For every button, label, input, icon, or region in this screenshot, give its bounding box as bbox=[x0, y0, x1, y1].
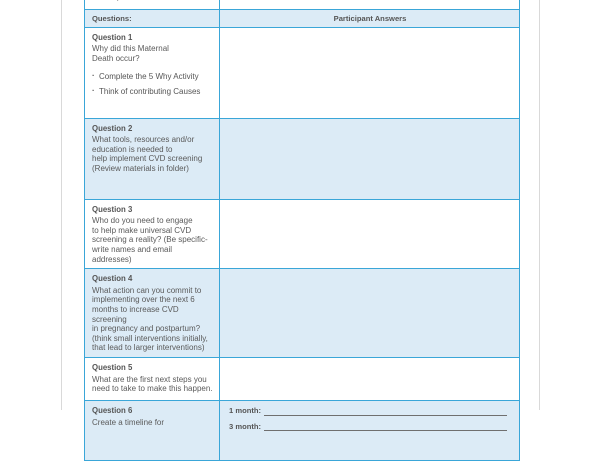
questions-header-cell bbox=[85, 10, 220, 28]
answer-cell-3[interactable] bbox=[220, 199, 520, 269]
participant-email-row bbox=[85, 0, 520, 10]
question-title: Question 5 bbox=[92, 363, 213, 373]
question-row-5 bbox=[85, 357, 520, 400]
question-text: Who do you need to engage to help make universal CVD screening a reality? (Be specific- write names and email addresses) bbox=[92, 216, 213, 264]
question-cell bbox=[85, 269, 220, 358]
answer-cell-4[interactable] bbox=[220, 269, 520, 358]
bullet-item: · Think of contributing Causes bbox=[92, 87, 213, 97]
question-title: Question 1 bbox=[92, 33, 213, 43]
question-title: Question 3 bbox=[92, 205, 213, 215]
timeline-1-month[interactable] bbox=[229, 406, 507, 416]
timeline-label: 3 month: bbox=[229, 422, 261, 432]
answer-cell-1[interactable] bbox=[220, 27, 520, 118]
question-text: What are the first next steps you need to take to make this happen. bbox=[92, 375, 213, 394]
timeline-label: 1 month: bbox=[229, 406, 261, 416]
question-title: Question 4 bbox=[92, 274, 213, 284]
answers-header: Participant Answers bbox=[220, 10, 519, 27]
bullet-item: · Complete the 5 Why Activity bbox=[92, 72, 213, 82]
answer-cell-2[interactable] bbox=[220, 118, 520, 199]
timeline-3-month[interactable] bbox=[229, 422, 507, 432]
question-cell bbox=[85, 118, 220, 199]
question-row-2 bbox=[85, 118, 520, 199]
question-cell bbox=[85, 27, 220, 118]
question-row-4 bbox=[85, 269, 520, 358]
question-text: What tools, resources and/or education is needed to help implement CVD screening (Review materials in folder) bbox=[92, 135, 213, 173]
question-title: Question 2 bbox=[92, 124, 213, 134]
question-cell bbox=[85, 199, 220, 269]
questionnaire-table bbox=[84, 0, 520, 461]
question-text: Create a timeline for bbox=[92, 418, 213, 428]
timeline-rule bbox=[264, 423, 507, 431]
question-row-3 bbox=[85, 199, 520, 269]
question-cell bbox=[85, 357, 220, 400]
answers-header-cell bbox=[220, 10, 520, 28]
answer-cell-6[interactable] bbox=[220, 400, 520, 460]
question-text: What action can you commit to implementing over the next 6 months to increase CVD screening in pregnancy and postpartum? (think small interventions initially, that lead to larger interventions) bbox=[92, 286, 213, 353]
page-right-edge bbox=[539, 0, 540, 410]
participant-email-field[interactable] bbox=[220, 0, 520, 10]
question-text: Why did this Maternal Death occur? bbox=[92, 44, 213, 63]
participant-email-label-cell bbox=[85, 0, 220, 10]
page-left-edge bbox=[61, 0, 62, 410]
question-cell bbox=[85, 400, 220, 460]
question-title: Question 6 bbox=[92, 406, 213, 416]
timeline-rule bbox=[264, 408, 507, 416]
participant-email-label bbox=[85, 0, 219, 6]
questions-header: Questions: bbox=[85, 10, 219, 27]
table-header-row bbox=[85, 10, 520, 28]
answer-cell-5[interactable] bbox=[220, 357, 520, 400]
question-row-6 bbox=[85, 400, 520, 460]
question-row-1 bbox=[85, 27, 520, 118]
question-bullets bbox=[92, 72, 213, 96]
